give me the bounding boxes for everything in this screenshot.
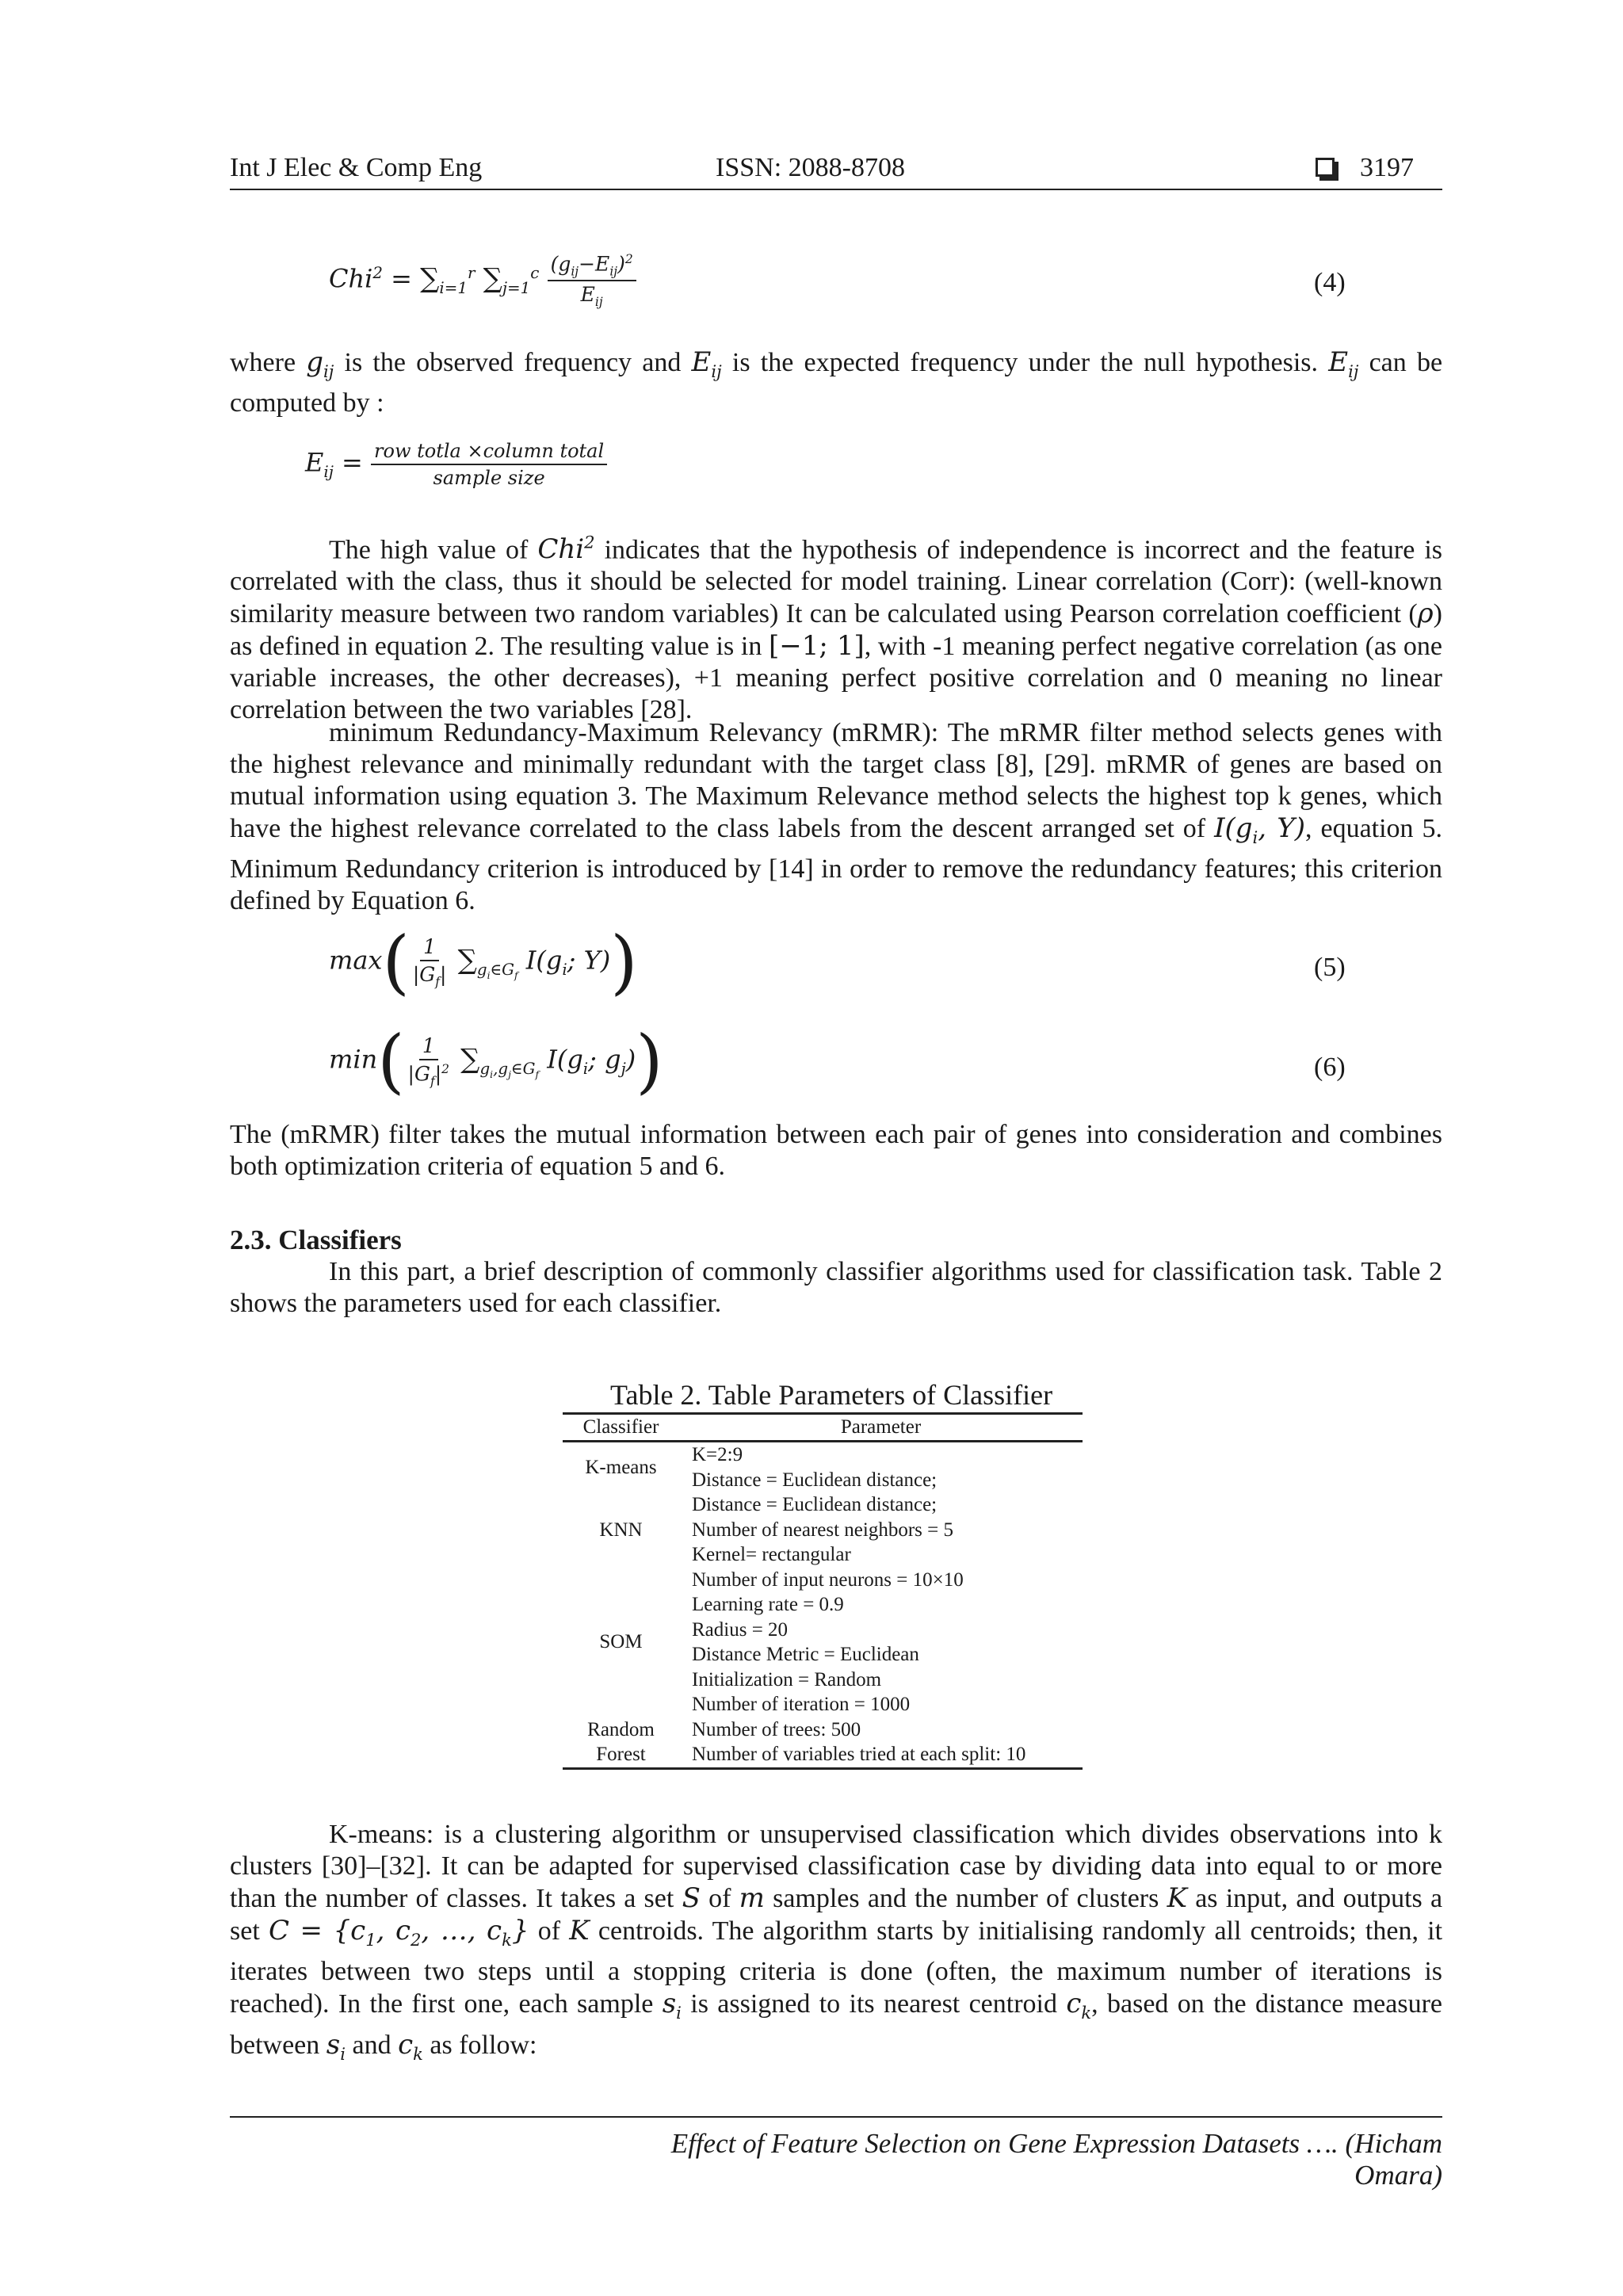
footer-running-title: Effect of Feature Selection on Gene Expression Datasets …. (Hicham Omara): [670, 2128, 1442, 2191]
classifier-name: K-means: [585, 1456, 657, 1478]
table-row: [563, 1568, 1083, 1717]
parameter-list: Number of input neurons = 10×10 Learning rate = 0.9 Radius = 20 Distance Metric = Euclidean Initialization = Random Number of iteration = 1000: [692, 1568, 964, 1715]
page-number: 3197: [1360, 153, 1414, 182]
parameter-list: Number of trees: 500 Number of variables tried at each split: 10: [679, 1717, 1083, 1769]
table-row: [563, 1492, 1083, 1568]
equation-6-number: (6): [1314, 1052, 1346, 1082]
equation-5-number: (5): [1314, 953, 1346, 982]
paragraph-classifiers: In this part, a brief description of commonly classifier algorithms used for classification task. Table 2 shows the parameters used for each classifier.: [230, 1257, 1442, 1318]
square-bullet-icon: [1316, 158, 1335, 177]
classifier-name: Random Forest: [563, 1717, 679, 1769]
classifier-name: KNN: [599, 1519, 643, 1541]
header-rule: [230, 189, 1442, 190]
paragraph-mrmr-filter: The (mRMR) filter takes the mutual information between each pair of genes into consideration and combines both optimization criteria of equation 5 and 6.: [230, 1120, 1442, 1181]
table-row: [563, 1717, 1083, 1769]
journal-name: Int J Elec & Comp Eng: [230, 153, 483, 182]
classifier-name: SOM: [599, 1631, 643, 1653]
table-caption: Table 2. Table Parameters of Classifier: [610, 1379, 1053, 1411]
equation-5: max( $\frac{1}{|G_f|}$ $\sum_{g_i\in G_f}$ $I(g_i$; Y)): [329, 921, 638, 1003]
parameter-list: K=2:9 Distance = Euclidean distance;: [692, 1444, 938, 1491]
section-heading: 2.3. Classifiers: [230, 1224, 402, 1255]
paragraph-where: where $g_{ij}$ is the observed frequency and $E_{ij}$ is the expected frequency under the null hypothesis. $E_{ij}$ can be computed by :: [230, 346, 1443, 418]
paragraph-kmeans: K-means: is a clustering algorithm or unsupervised classification which divides observations into k clusters [30]–[32]. It can be adapted for supervised classification case by dividing data into equal to or more than the number of classes. It takes a set S of m samples and the number of clusters K as input, and outputs a set $C = \{c_1$, $c_2$, …, $c_k$} of K centroids. The algorithm starts by initialising randomly all centroids; then, it iterates between two steps until a stopping criteria is done (often, the maximum number of iterations is reached). In the first one, each sample $s_i$ is assigned to its nearest centroid $c_k$, based on the distance measure between $s_i$ and $c_k$ as follow:: [230, 1820, 1443, 2064]
equation-6: min( $\frac{1}{|G_f|^2}$ $\sum_{g_i,g_j\in G_f}$ $I(g_i$; $g_j$)): [329, 1020, 663, 1102]
paragraph-mrmr: minimum Redundancy-Maximum Relevancy (mRMR): The mRMR filter method selects genes with the highest relevance and minimally redundant with the target class [8], [29]. mRMR of genes are based on mutual information using equation 3. The Maximum Relevance method selects the highest top k genes, which have the highest relevance correlated to the class labels from the descent arranged set of $I(g_i$, Y), equation 5. Minimum Redundancy criterion is introduced by [14] in order to remove the redundancy features; this criterion defined by Equation 6.: [230, 718, 1442, 915]
classifier-parameters-table: [563, 1412, 1083, 1770]
paragraph-chi-square: The high value of Chi$^2$ indicates that the hypothesis of independence is incorrect and the feature is correlated with the class, thus it should be selected for model training. Linear correlation (Corr): (well-known similarity measure between two random variables) It can be calculated using Pearson correlation coefficient (ρ) as defined in equation 2. The resulting value is in [−1; 1], with -1 meaning perfect negative correlation (as one variable increases, the other decreases), +1 meaning perfect positive correlation and 0 meaning no linear correlation between the two variables [28].: [230, 533, 1443, 725]
equation-4: $Chi^2 = \sum_{i=1}^r$ $\sum_{j=1}^c$ $\frac{(g_{ij}-E_{ij})^2}{E_{ij}}$: [329, 252, 636, 309]
issn: ISSN: 2088-8708: [716, 153, 905, 182]
column-header-classifier: Classifier: [563, 1414, 679, 1442]
column-header-parameter: Parameter: [679, 1414, 1083, 1442]
equation-expected-frequency: $E_{ij}$ = $\frac{\text{row totla ×column total}}{\text{sample size}}$: [305, 440, 607, 489]
table-row: [563, 1442, 1083, 1493]
footer-rule: [230, 2116, 1442, 2118]
parameter-list: Distance = Euclidean distance; Number of nearest neighbors = 5 Kernel= rectangular: [692, 1494, 953, 1565]
equation-4-number: (4): [1314, 268, 1346, 297]
